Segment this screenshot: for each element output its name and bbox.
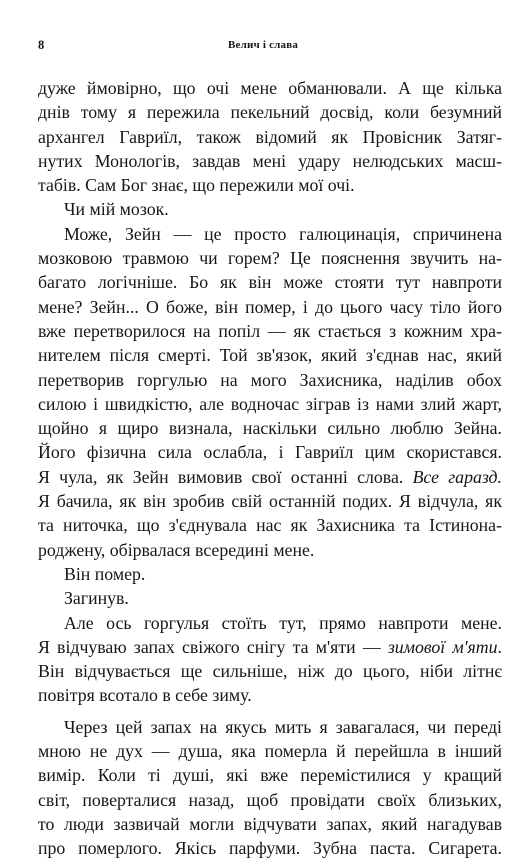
text-line: Я бачила, як він зробив свій останній подих. Я відчула, як bbox=[38, 491, 502, 512]
text-line: роджену, обірвалася всередині мене. bbox=[38, 539, 315, 560]
text-line: Може, Зейн — це просто галюцинація, спричинена bbox=[64, 223, 502, 244]
text-line: Він відчувається ще сильніше, ніж до цього, ніби літнє bbox=[38, 661, 502, 682]
text-segment: Я чула, як Зейн вимовив свої останні слова. bbox=[38, 466, 404, 487]
italic-phrase: зимової м'яти bbox=[387, 636, 498, 657]
running-head: Велич і слава bbox=[228, 39, 299, 51]
text-line: повітря всотало в себе зиму. bbox=[38, 685, 252, 706]
text-line: мене? Зейн... О боже, він помер, і до цього часу тіло його bbox=[38, 296, 502, 317]
text-line: силою і швидкістю, але водночас зіграв із нами злий жарт, bbox=[38, 393, 502, 414]
text-line: мозковою травмою чи горем? Це пояснення звучить на- bbox=[38, 248, 502, 269]
text-line: світ, поверталися назад, щоб провідати своїх близьких, bbox=[38, 789, 502, 810]
text-line: багато логічніше. Бо як він може стояти тут навпроти bbox=[38, 272, 502, 293]
text-line: Але ось горгулья стоїть тут, прямо навпроти мене. bbox=[64, 612, 502, 633]
text-line: то люди зазвичай могли відчувати запах, який нагадував bbox=[38, 813, 502, 834]
text-segment: Я відчуваю запах свіжого снігу та м'яти — bbox=[38, 636, 381, 657]
text-line: вже перетворилося на попіл — як стається з кожним хра- bbox=[38, 320, 502, 341]
text-line: нутих Монологів, завдав мені удару нелюдських масш- bbox=[38, 150, 502, 171]
period: . bbox=[497, 636, 502, 657]
text-line: Чи мій мозок. bbox=[64, 199, 169, 220]
text-line: перетворив горгулью на мого Захисника, наділив обох bbox=[38, 369, 502, 390]
page-number: 8 bbox=[38, 38, 45, 52]
text-line-with-italic bbox=[38, 465, 502, 489]
text-line: щойно я щиро визнала, наскільки сильно люблю Зейна. bbox=[38, 418, 502, 439]
text-segment bbox=[388, 637, 502, 657]
text-line: нителем після смерті. Той зв'язок, який з'єднав нас, який bbox=[38, 345, 502, 366]
page-header bbox=[38, 38, 496, 58]
text-line: та ниточка, що з'єднувала нас як Захисника та Істинона- bbox=[38, 515, 502, 536]
text-line: дуже ймовірно, що очі мене обманювали. А ще кілька bbox=[38, 78, 502, 98]
italic-phrase: Все гаразд. bbox=[412, 466, 502, 487]
text-line: табів. Сам Бог знає, що пережили мої очі. bbox=[38, 175, 355, 196]
text-line: вимір. Коли ті душі, які вже перемістилися у кращий bbox=[38, 765, 502, 786]
text-line: про померлого. Якісь парфуми. Зубна паста. Сигарета. bbox=[38, 838, 502, 859]
text-line: Загинув. bbox=[64, 588, 129, 609]
body-text bbox=[38, 76, 502, 861]
text-line: Він помер. bbox=[64, 563, 146, 584]
text-line: архангел Гавриїл, також відомий як Провісник Затяг- bbox=[38, 126, 502, 147]
text-line: Через цей запах на якусь мить я завагалася, чи переді bbox=[64, 716, 502, 737]
text-line: Його фізична сила ослабла, і Гавриїл цим скористався. bbox=[38, 442, 502, 463]
text-line: днів тому я пережила пекельний досвід, коли безумний bbox=[38, 102, 502, 123]
text-line-with-italic bbox=[38, 635, 502, 659]
text-line: мною не дух — душа, яка померла й перейшла в інший bbox=[38, 741, 502, 762]
